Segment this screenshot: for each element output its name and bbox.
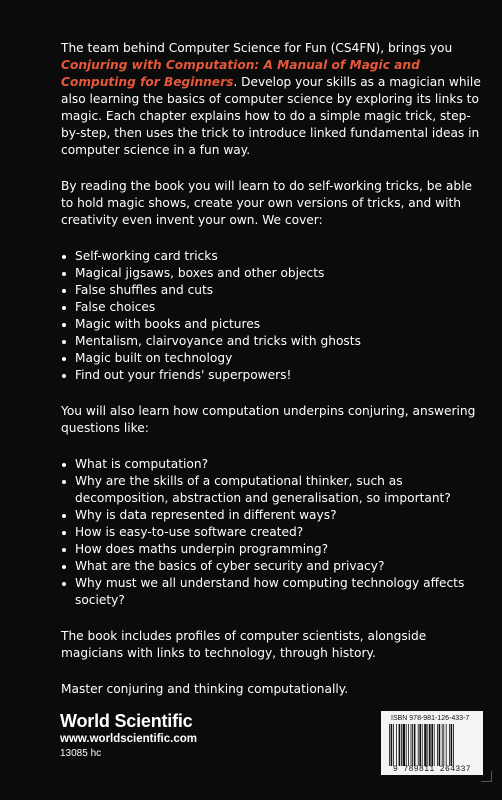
back-cover-text [61,40,481,717]
learn-paragraph: You will also learn how computation underpins conjuring, answering questions like: [61,404,476,435]
publisher-block [60,711,197,760]
publisher-name: World Scientific [60,711,193,731]
questions-list [61,456,481,609]
publisher-url: www.worldscientific.com [60,733,197,745]
reading-paragraph: By reading the book you will learn to do self-working tricks, be able to hold magic shows, create your own versions of tricks, and with creativity even invent your own. We cover: [61,179,472,227]
list-item: False choices [61,299,481,316]
isbn-barcode [381,711,483,775]
barcode-bars-icon [387,724,477,766]
intro-after: . Develop your skills as a magician while also learning the basics of computer science by exploring its links to magic. Each chapter explains how to do a simple magic trick, step-by-step, then uses the trick to introduce linked fundamental ideas in computer science in a fun way. [61,75,481,157]
list-item: Why are the skills of a computational thinker, such as decomposition, abstraction and generalisation, so important? [61,473,481,507]
list-item: Magical jigsaws, boxes and other objects [61,265,481,282]
list-item: Find out your friends' superpowers! [61,367,481,384]
list-item: How is easy-to-use software created? [61,524,481,541]
list-item: Magic built on technology [61,350,481,367]
profiles-paragraph: The book includes profiles of computer scientists, alongside magicians with links to technology, through history. [61,629,427,660]
list-item: What is computation? [61,456,481,473]
list-item: Magic with books and pictures [61,316,481,333]
list-item: How does maths underpin programming? [61,541,481,558]
list-item: Why is data represented in different ways? [61,507,481,524]
book-title-highlight: Conjuring with Computation: A Manual of Magic and Computing for Beginners [61,58,420,89]
list-item: Mentalism, clairvoyance and tricks with ghosts [61,333,481,350]
closing-paragraph: Master conjuring and thinking computationally. [61,682,349,696]
topics-list [61,248,481,384]
list-item: Why must we all understand how computing technology affects society? [61,575,481,609]
intro-before: The team behind Computer Science for Fun (CS4FN), brings you [61,41,453,55]
list-item: What are the basics of cyber security and privacy? [61,558,481,575]
barcode-digits: 9 789811 264337 [392,765,471,774]
product-code: 13085 hc [60,748,102,759]
intro-paragraph [61,40,481,159]
isbn-label: ISBN 978-981-126-433-7 [391,715,470,722]
list-item: Self-working card tricks [61,248,481,265]
list-item: False shuffles and cuts [61,282,481,299]
trim-mark [481,771,492,782]
